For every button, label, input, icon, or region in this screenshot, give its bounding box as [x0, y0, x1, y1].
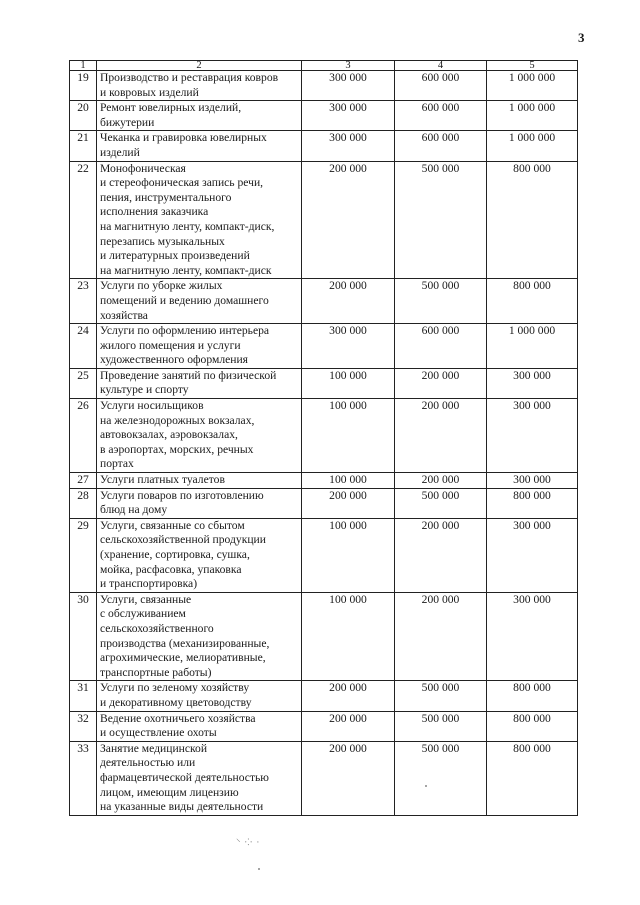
row-number: 27	[70, 473, 97, 489]
service-name: Услуги платных туалетов	[97, 473, 302, 489]
service-name: Ведение охотничьего хозяйства и осуществление охоты	[97, 711, 302, 741]
value-col-5: 300 000	[487, 518, 578, 592]
table-row	[70, 473, 578, 489]
value-col-4: 200 000	[395, 592, 487, 681]
service-name: Услуги по зеленому хозяйству и декоративному цветоводству	[97, 681, 302, 711]
table-row	[70, 399, 578, 473]
table-row	[70, 279, 578, 324]
row-number: 22	[70, 161, 97, 279]
value-col-5: 300 000	[487, 368, 578, 398]
row-number: 28	[70, 488, 97, 518]
service-name: Услуги по оформлению интерьера жилого помещения и услуги художественного оформления	[97, 324, 302, 369]
value-col-4: 200 000	[395, 473, 487, 489]
value-col-3: 200 000	[302, 741, 395, 815]
value-col-4: 600 000	[395, 324, 487, 369]
value-col-5: 800 000	[487, 681, 578, 711]
value-col-4: 200 000	[395, 518, 487, 592]
value-col-4: 600 000	[395, 101, 487, 131]
value-col-3: 200 000	[302, 279, 395, 324]
row-number: 26	[70, 399, 97, 473]
row-number: 23	[70, 279, 97, 324]
service-name: Монофоническая и стереофоническая запись речи, пения, инструментального исполнения заказчика на магнитную ленту, компакт-диск, перезапись музыкальных и литературных произведений на магнитную ленту, компакт-диск	[97, 161, 302, 279]
service-name: Ремонт ювелирных изделий, бижутерии	[97, 101, 302, 131]
table-row	[70, 592, 578, 681]
tariff-table	[69, 60, 578, 816]
service-name: Услуги поваров по изготовлению блюд на дому	[97, 488, 302, 518]
value-col-5: 800 000	[487, 711, 578, 741]
value-col-5: 1 000 000	[487, 101, 578, 131]
value-col-4: 500 000	[395, 161, 487, 279]
row-number: 29	[70, 518, 97, 592]
service-name: Производство и реставрация ковров и ковровых изделий	[97, 71, 302, 101]
value-col-3: 100 000	[302, 399, 395, 473]
value-col-3: 300 000	[302, 101, 395, 131]
row-number: 20	[70, 101, 97, 131]
value-col-3: 200 000	[302, 711, 395, 741]
value-col-3: 200 000	[302, 161, 395, 279]
row-number: 33	[70, 741, 97, 815]
value-col-3: 300 000	[302, 131, 395, 161]
header-col-1: 1	[70, 61, 97, 71]
value-col-4: 500 000	[395, 279, 487, 324]
value-col-3: 200 000	[302, 488, 395, 518]
value-col-5: 800 000	[487, 279, 578, 324]
table-row	[70, 324, 578, 369]
value-col-4: 200 000	[395, 368, 487, 398]
value-col-4: 500 000	[395, 741, 487, 815]
scan-dot	[258, 868, 260, 870]
scan-dot	[425, 785, 427, 787]
header-col-4: 4	[395, 61, 487, 71]
value-col-5: 1 000 000	[487, 131, 578, 161]
service-name: Услуги по уборке жилых помещений и ведению домашнего хозяйства	[97, 279, 302, 324]
table-row	[70, 161, 578, 279]
value-col-5: 800 000	[487, 741, 578, 815]
header-col-3: 3	[302, 61, 395, 71]
table-row	[70, 368, 578, 398]
table-row	[70, 71, 578, 101]
table-row	[70, 488, 578, 518]
row-number: 24	[70, 324, 97, 369]
table-header-row	[70, 61, 578, 71]
value-col-4: 500 000	[395, 711, 487, 741]
value-col-5: 800 000	[487, 161, 578, 279]
value-col-5: 300 000	[487, 399, 578, 473]
table-row	[70, 711, 578, 741]
service-name: Услуги, связанные с обслуживанием сельскохозяйственного производства (механизированные, агрохимические, мелиоративные, транспортные работы)	[97, 592, 302, 681]
service-name: Услуги, связанные со сбытом сельскохозяйственной продукции (хранение, сортировка, сушка, мойка, расфасовка, упаковка и транспортировка)	[97, 518, 302, 592]
value-col-3: 100 000	[302, 518, 395, 592]
row-number: 19	[70, 71, 97, 101]
value-col-3: 100 000	[302, 592, 395, 681]
table-row	[70, 131, 578, 161]
value-col-5: 1 000 000	[487, 324, 578, 369]
value-col-5: 800 000	[487, 488, 578, 518]
value-col-3: 300 000	[302, 71, 395, 101]
table-row	[70, 518, 578, 592]
value-col-5: 300 000	[487, 592, 578, 681]
value-col-3: 100 000	[302, 368, 395, 398]
table-row	[70, 741, 578, 815]
value-col-3: 300 000	[302, 324, 395, 369]
row-number: 21	[70, 131, 97, 161]
table-row	[70, 681, 578, 711]
row-number: 32	[70, 711, 97, 741]
value-col-5: 300 000	[487, 473, 578, 489]
row-number: 25	[70, 368, 97, 398]
value-col-4: 500 000	[395, 488, 487, 518]
value-col-4: 600 000	[395, 71, 487, 101]
service-name: Услуги носильщиков на железнодорожных вокзалах, автовокзалах, аэровокзалах, в аэропортах, морских, речных портах	[97, 399, 302, 473]
value-col-4: 600 000	[395, 131, 487, 161]
header-col-2: 2	[97, 61, 302, 71]
header-col-5: 5	[487, 61, 578, 71]
table-row	[70, 101, 578, 131]
value-col-3: 100 000	[302, 473, 395, 489]
scan-artifact: ⸌ ⁘ ·	[236, 837, 261, 847]
value-col-3: 200 000	[302, 681, 395, 711]
value-col-4: 500 000	[395, 681, 487, 711]
value-col-5: 1 000 000	[487, 71, 578, 101]
service-name: Проведение занятий по физической культуре и спорту	[97, 368, 302, 398]
value-col-4: 200 000	[395, 399, 487, 473]
service-name: Чеканка и гравировка ювелирных изделий	[97, 131, 302, 161]
page-number: 3	[578, 30, 585, 45]
service-name: Занятие медицинской деятельностью или фармацевтической деятельностью лицом, имеющим лицензию на указанные виды деятельности	[97, 741, 302, 815]
row-number: 31	[70, 681, 97, 711]
row-number: 30	[70, 592, 97, 681]
